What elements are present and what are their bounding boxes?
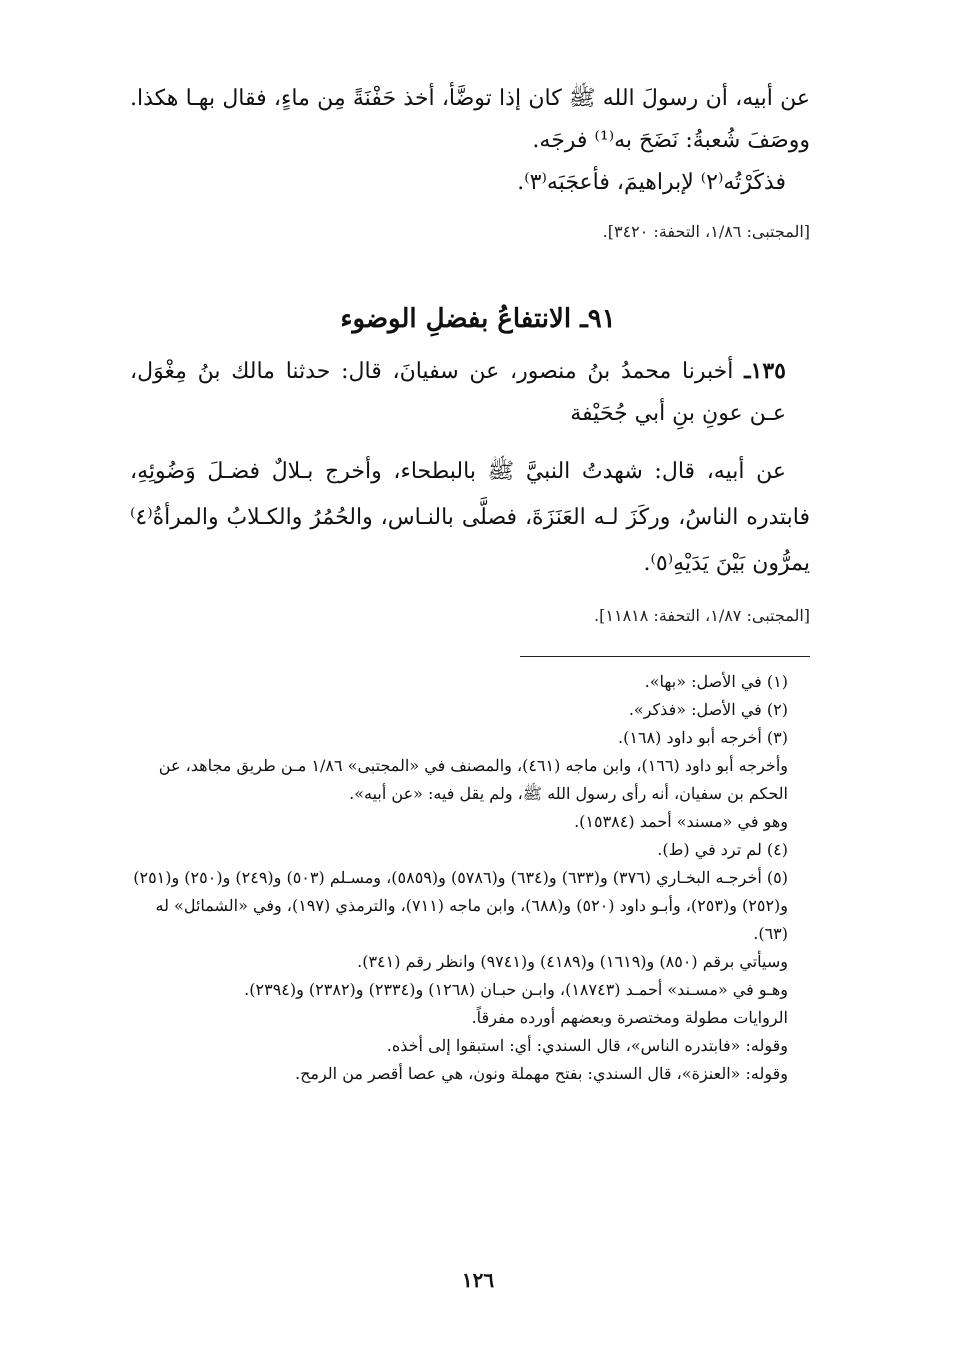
footnote: (١) في الأصل: «بها». (644, 672, 788, 691)
hadith-135 (130, 350, 810, 587)
footnote: (٢) في الأصل: «فذكر». (628, 700, 788, 719)
source-reference: [المجتبى: ١/٨٧، التحفة: ١١٨١٨]. (594, 606, 810, 625)
footnote: وقوله: «العنزة»، قال السندي: بفتح مهملة ونون، هي عصا أقصر من الرمح. (294, 1064, 788, 1083)
footnote: الروايات مطولة ومختصرة وبعضهم أورده مفرقاً. (471, 1008, 788, 1027)
page-number: ١٢٦ (461, 1268, 495, 1292)
chapter-heading: ٩١ـ الانتفاعُ بفضلِ الوضوء (340, 304, 616, 334)
footnote-divider (520, 656, 810, 657)
footnotes (130, 668, 810, 1088)
footnote: وقوله: «فابتدره الناس»، قال السندي: أي: استبقوا إلى أخذه. (386, 1036, 788, 1055)
paragraph (130, 350, 810, 435)
footnote: وهـو في «مسـند» أحمـد (١٨٧٤٣)، وابـن حبـان (١٢٦٨) و(٢٣٣٤) و(٢٣٨٢) و(٢٣٩٤). (244, 980, 788, 999)
footnote: (٤) لم ترد في (ط). (657, 840, 788, 859)
paragraph: عن أبيه، أن رسولَ الله ﷺ كان إذا توضَّأ، أخذ حَفْنَةً مِن ماءٍ، فقال بهـا هكذا. ووصَفَ شُعبةُ: نَضَحَ به⁽¹⁾ فرجَه. (130, 86, 810, 153)
footnote: وأخرجه أبو داود (١٦٦)، وابن ماجه (٤٦١)، والمصنف في «المجتبى» ١/٨٦ مـن طريق مجاهد، عن الحكم بن سفيان، أنه رأى رسول الله ﷺ، ولم يقل فيه: «عن أبيه». (158, 756, 788, 803)
hadith-134-continuation (130, 78, 810, 204)
footnote: وهو في «مسند» أحمد (١٥٣٨٤). (574, 812, 788, 831)
paragraph: فذكَرْتُه⁽٢⁾ لإبراهيمَ، فأعجَبَه⁽٣⁾. (517, 170, 786, 195)
paragraph: عن أبيه، قال: شهدتُ النبيَّ ﷺ بالبطحاء، وأخرج بـلالٌ فضـلَ وَضُوئِهِ، فابتدره الناسُ، وركَزَ لـه العَنَزَةَ، فصلَّى بالنـاس، والحُمُرُ والكـلابُ والمرأةُ⁽٤⁾ يمرُّون بَيْنَ يَدَيْهِ⁽٥⁾. (130, 459, 810, 576)
footnote: وسيأتي برقم (٨٥٠) و(١٦١٩) و(٤١٨٩) و(٩٧٤١) وانظر رقم (٣٤١). (357, 952, 788, 971)
footnote: (٣) أخرجه أبو داود (١٦٨). (618, 728, 788, 747)
footnote: (٥) أخرجـه البخـاري (٣٧٦) و(٦٣٣) و(٦٣٤) و(٥٧٨٦) و(٥٨٥٩)، ومسـلم (٥٠٣) و(٢٤٩) و(٢٥٠) و(٢٥١) و(٢٥٢) و(٢٥٣)، وأبـو داود (٥٢٠) و(٦٨٨)، وابن ماجه (٧١١)، والترمذي (١٩٧)، وفي «الشمائل» له (٦٣). (133, 868, 788, 943)
isnad-text: أخبرنا محمدُ بنُ منصور، عن سفيانَ، قال: حدثنا مالك بنُ مِغْوَل، عـن عونِ بنِ أبي جُحَيْفة (130, 359, 786, 426)
hadith-number: ١٣٥ـ (744, 358, 786, 384)
source-reference: [المجتبى: ١/٨٦، التحفة: ٣٤٢٠]. (602, 222, 810, 241)
